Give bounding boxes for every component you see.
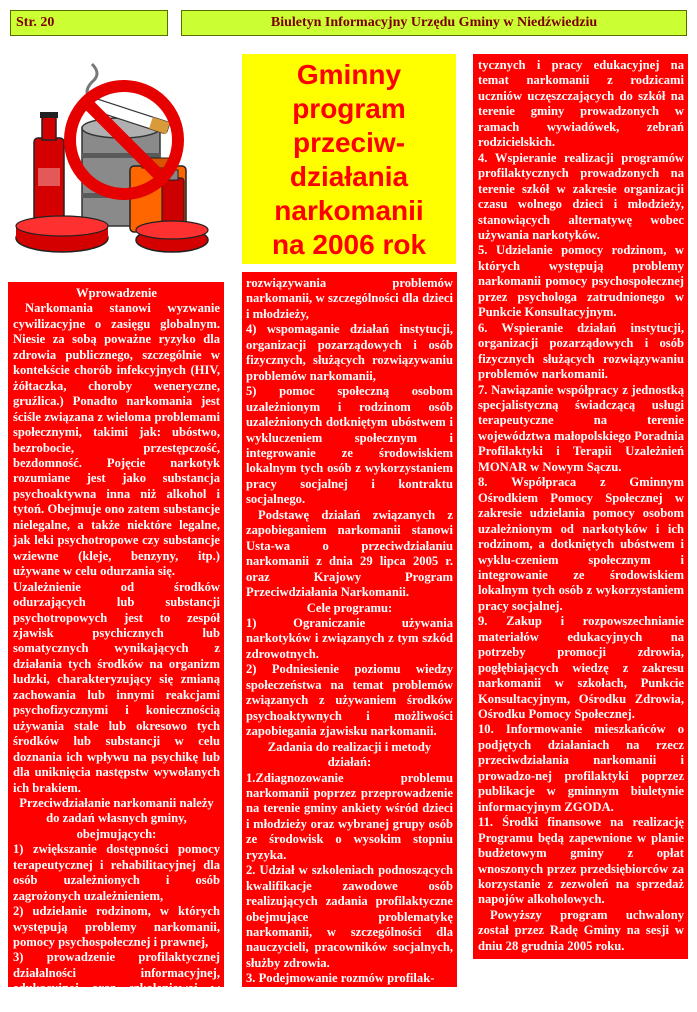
col2-paragraph: 3. Podejmowanie rozmów profilak- bbox=[246, 971, 435, 986]
col1-paragraph: Wprowadzenie bbox=[76, 286, 157, 300]
bottle-icon bbox=[34, 112, 64, 226]
col2-paragraph: Cele programu: bbox=[306, 600, 393, 615]
col3-paragraph: 10. Informowanie mieszkańców o podjętych działaniach na rzecz przeciwdziałania narkomanii i prowadzo-nej profilaktyki poprzez publikacje w gminnym biuletynie informacyjnym ZGODA. bbox=[478, 722, 684, 814]
article-title bbox=[242, 54, 456, 264]
title-line: działania bbox=[289, 161, 409, 192]
col2-paragraph: 2) Podniesienie poziomu wiedzy społeczeństwa na temat problemów związanych z używaniem środków psychoaktywnych i możliwości zapobiegania zjawisku narkomanii. bbox=[246, 662, 453, 739]
title-line: Gminny bbox=[296, 59, 402, 90]
col3-paragraph: 5. Udzielanie pomocy rodzinom, w których występują problemy narkomanii pomocy psychospołecznej przez psychologa zatrudnionego w Punkcie Konsultacyjnym. bbox=[478, 243, 684, 320]
col3-paragraph: 4. Wspieranie realizacji programów profilaktycznych prowadzonych na terenie szkół w zakresie organizacji czasu wolnego dzieci i młodzieży, stanowiących alternatywę wobec używania narkotyków. bbox=[478, 150, 684, 242]
col3-paragraph: 9. Zakup i rozpowszechnianie materiałów edukacyjnych na potrzeby promocji zdrowia, pogłębiających wiedzę z zakresu narkomanii w szkołach, Punkcie Konsultacyjnym, Ośrodku Zdrowia, Ośrodku Pomocy Społecznej. bbox=[478, 614, 684, 722]
col3-paragraph: tycznych i pracy edukacyjnej na temat narkomanii z rodzicami uczniów uczęszczających do szkół na terenie gminy prowadzonych w ramach wywiadówek, zebrań rodzicielskich. bbox=[478, 58, 684, 150]
col2-paragraph: 2. Udział w szkoleniach podnoszących kwalifikacje zawodowe osób realizujących zadania profilaktyczne obejmujące problematykę narkomanii, w szczególności dla nauczycieli, pracowników socjalnych, służby zdrowia. bbox=[246, 863, 453, 970]
closing-symbol: @@@@@ bbox=[541, 959, 621, 977]
col3-paragraph: 11. Środki finansowe na realizację Programu będą zapewnione w planie budżetowym gminy z opłat wnoszonych przez przedsiębiorców za korzystanie z zezwoleń na sprzedaż napojów alkoholowych. bbox=[478, 815, 684, 907]
col1-paragraph: 1) zwiększanie dostępności pomocy terapeutycznej i rehabilitacyjnej dla osób uzależnionych i osób zagrożonych uzależnieniem, bbox=[13, 842, 220, 903]
page-number: Str. 20 bbox=[10, 10, 168, 36]
col2-paragraph: 5) pomoc społeczną osobom uzależnionym i rodzinom osób uzależnionych dotkniętym ubóstwem i wykluczeniem społecznym i integrowanie ze środowiskiem lokalnym tych osób z wykorzystaniem pracy socjalnej i kontraktu socjalnego. bbox=[246, 384, 453, 507]
col2-paragraph: 1.Zdiagnozowanie problemu narkomanii poprzez przeprowadzenie na terenie gminy ankiety wśród dzieci i młodzieży oraz wybranej grupy osób ze środowisk o wysokim stopniu ryzyka. bbox=[246, 770, 453, 862]
title-line: na 2006 rok bbox=[271, 229, 427, 260]
col3-paragraph: Powyższy program uchwalony został przez Radę Gminy na sesji w dniu 28 grudnia 2005 roku. bbox=[478, 907, 684, 953]
no-drugs-illustration bbox=[12, 58, 222, 258]
title-line: program bbox=[292, 93, 406, 124]
title-line: przeciw- bbox=[292, 127, 406, 158]
col1-paragraph: 2) udzielanie rodzinom, w których występują problemy narkomanii, pomocy psychospołecznej i prawnej, bbox=[13, 904, 220, 950]
col1-paragraph: Narkomania stanowi wyzwanie cywilizacyjne o zasięgu globalnym. Niesie za sobą poważne ryzyko dla zdrowia publicznego, szczególnie w kontekście chorób infekcyjnych (HIV, żółtaczka, choroby weneryczne, gruźlica.) Ponadto narkomania jest ściśle związana z wieloma problemami społecznymi, takimi jak: ubóstwo, bezrobocie, przestępczość, bezdomność. Pojęcie narkotyk rozumiane jest jako substancja psychoaktywna inna niż alkohol i tytoń. Obejmuje ono zatem substancje nielegalne, a także niektóre legalne, jak leki psychotropowe czy substancje wziewne (kleje, benzyny, itp.) używane w celu odurzania się. bbox=[13, 301, 220, 579]
col2-paragraph: 1) Ograniczanie używania narkotyków i związanych z tym szkód zdrowotnych. bbox=[246, 615, 453, 661]
col1-paragraph: Uzależnienie od środków odurzających lub substancji psychotropowych jest to zespół zjawisk psychicznych lub somatycznych wynikających z działania tych środków na organizm ludzki, charakteryzujący się zmianą zachowania lub innymi reakcjami psychofizycznymi i koniecznością używania stale lub okresowo tych środków lub substancji w celu doznania ich wpływu na psychikę lub dla uniknięcia następstw wywołanych ich brakiem. bbox=[13, 579, 220, 795]
title-line: narkomanii bbox=[274, 195, 424, 226]
col1-paragraph: 3) prowadzenie profilaktycznej działalności informacyjnej, edukacyjnej oraz szkoleniowej w zakresie bbox=[13, 950, 220, 1011]
column-2 bbox=[242, 272, 457, 987]
column-3 bbox=[473, 54, 688, 977]
col3-paragraph: 6. Wspieranie działań instytucji, organizacji pozarządowych i osób fizycznych służących rozwiązywaniu problemów narkomanii. bbox=[478, 320, 684, 382]
bulletin-title: Biuletyn Informacyjny Urzędu Gminy w Niedźwiedziu bbox=[181, 10, 687, 36]
col2-paragraph: 4) wspomaganie działań instytucji, organizacji pozarządowych i osób fizycznych, służących rozwiązywaniu problemów narkomanii, bbox=[246, 322, 453, 383]
col2-paragraph: rozwiązywania problemów narkomanii, w szczególności dla dzieci i młodzieży, bbox=[246, 276, 453, 321]
col1-paragraph: Przeciwdziałanie narkomanii należy do zadań własnych gminy, obejmujących: bbox=[19, 795, 214, 841]
col2-paragraph: Zadania do realizacji i metody działań: bbox=[267, 739, 432, 770]
col3-paragraph: 8. Współpraca z Gminnym Ośrodkiem Pomocy Społecznej w zakresie udzielania pomocy osobom uzależnionym od narkotyków i ich rodzinom, a dotkniętych ubóstwem i wyklu-czeniem społecznym i integrowanie ze środowiskiem lokalnym tych osób z wykorzystaniem pracy socjalnej. bbox=[478, 475, 684, 613]
column-1 bbox=[8, 282, 224, 1011]
col3-paragraph: 7. Nawiązanie współpracy z jednostką specjalistyczną świadczącą usługi terapeutyczne na terenie województwa małopolskiego Poradnia Profilaktyki i Terapii Uzależnień MONAR w Nowym Sączu. bbox=[478, 382, 684, 474]
col2-paragraph: Podstawę działań związanych z zapobieganiem narkomanii stanowi Usta-wa o przeciwdziałaniu narkomanii z dnia 29 lipca 2005 r. oraz Krajowy Program Przeciwdziałania Narkomanii. bbox=[246, 507, 453, 600]
